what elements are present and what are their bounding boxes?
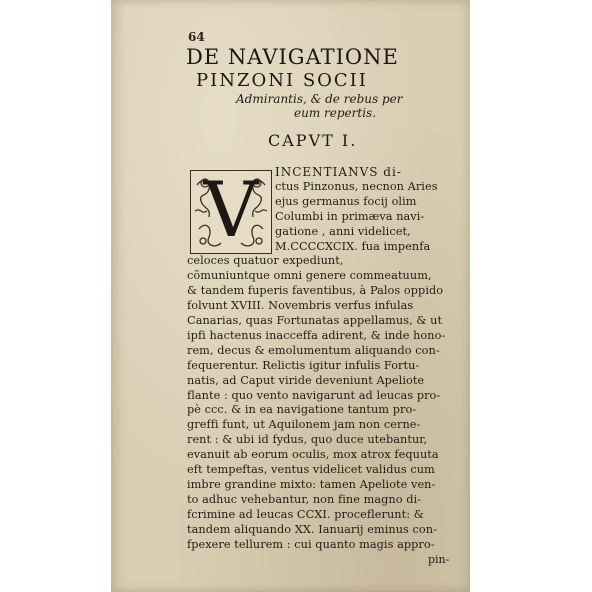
title-line-1: DE NAVIGATIONE: [186, 45, 399, 69]
text-line: ctus Pinzonus, necnon Aries: [275, 179, 438, 193]
text-line: celoces quatuor expediunt,: [187, 254, 344, 268]
decorated-initial: [190, 165, 272, 254]
text-line: folvunt XVIII. Novembris verfus infulas: [187, 299, 414, 313]
text-line: flante : quo vento navigarunt ad leucas pro-: [187, 388, 441, 402]
catchword: pin-: [428, 553, 450, 566]
text-line: INCENTIANVS di-: [275, 165, 402, 179]
chapter-heading: CAPVT I.: [268, 131, 358, 150]
text-line: M.CCCCXCIX. fua impenfa: [275, 239, 431, 253]
text-line: rem, decus & emolumentum aliquando con-: [187, 343, 440, 357]
text-line: imbre grandine mixto: tamen Apeliote ven-: [187, 477, 436, 491]
text-line: & tandem fuperis faventibus, à Palos oppido: [187, 284, 444, 298]
text-line: cõmuniuntque omni genere commeatuum,: [187, 269, 432, 283]
text-line: tandem aliquando XX. Ianuarij eminus con-: [187, 522, 437, 536]
text-line: Canarias, quas Fortunatas appellamus, & ut: [187, 314, 443, 327]
text-line: gatione , anni videlicet,: [275, 224, 411, 238]
text-line: fpexere tellurem : cui quanto magis appro-: [187, 537, 435, 551]
text-line: eft tempeftas, ventus videlicet validus cum: [187, 463, 435, 476]
title-line-2: PINZONI SOCII: [196, 70, 368, 91]
text-line: rent : & ubi id fydus, quo duce utebantur,: [187, 433, 428, 447]
subtitle-line-1: Admirantis, & de rebus per: [236, 92, 403, 106]
text-line: natis, ad Caput viride deveniunt Apeliote: [187, 373, 425, 387]
subtitle-line-2: eum repertis.: [294, 106, 377, 120]
text-line: greffi funt, ut Aquilonem jam non cerne-: [187, 418, 421, 432]
text-line: ipfi hactenus inacceffa adirent, & inde hono-: [187, 328, 446, 342]
text-line: fequerentur. Relictis igitur infulis Fortu-: [187, 358, 420, 372]
text-line: pè ccc. & in ea navigatione tantum pro-: [187, 403, 417, 417]
drop-cap-letter: V: [203, 165, 259, 254]
text-line: Columbi in primæva navi-: [275, 209, 425, 223]
text-line: to adhuc vehebantur, non fine magno di-: [187, 492, 422, 506]
page-number: 64: [188, 30, 205, 44]
text-line: fcrimine ad leucas CCXI. proceflerunt: &: [187, 507, 424, 521]
text-line: ejus germanus focij olim: [275, 194, 417, 208]
text-line: evanuit ab eorum oculis, mox atrox fequuta: [187, 448, 439, 462]
